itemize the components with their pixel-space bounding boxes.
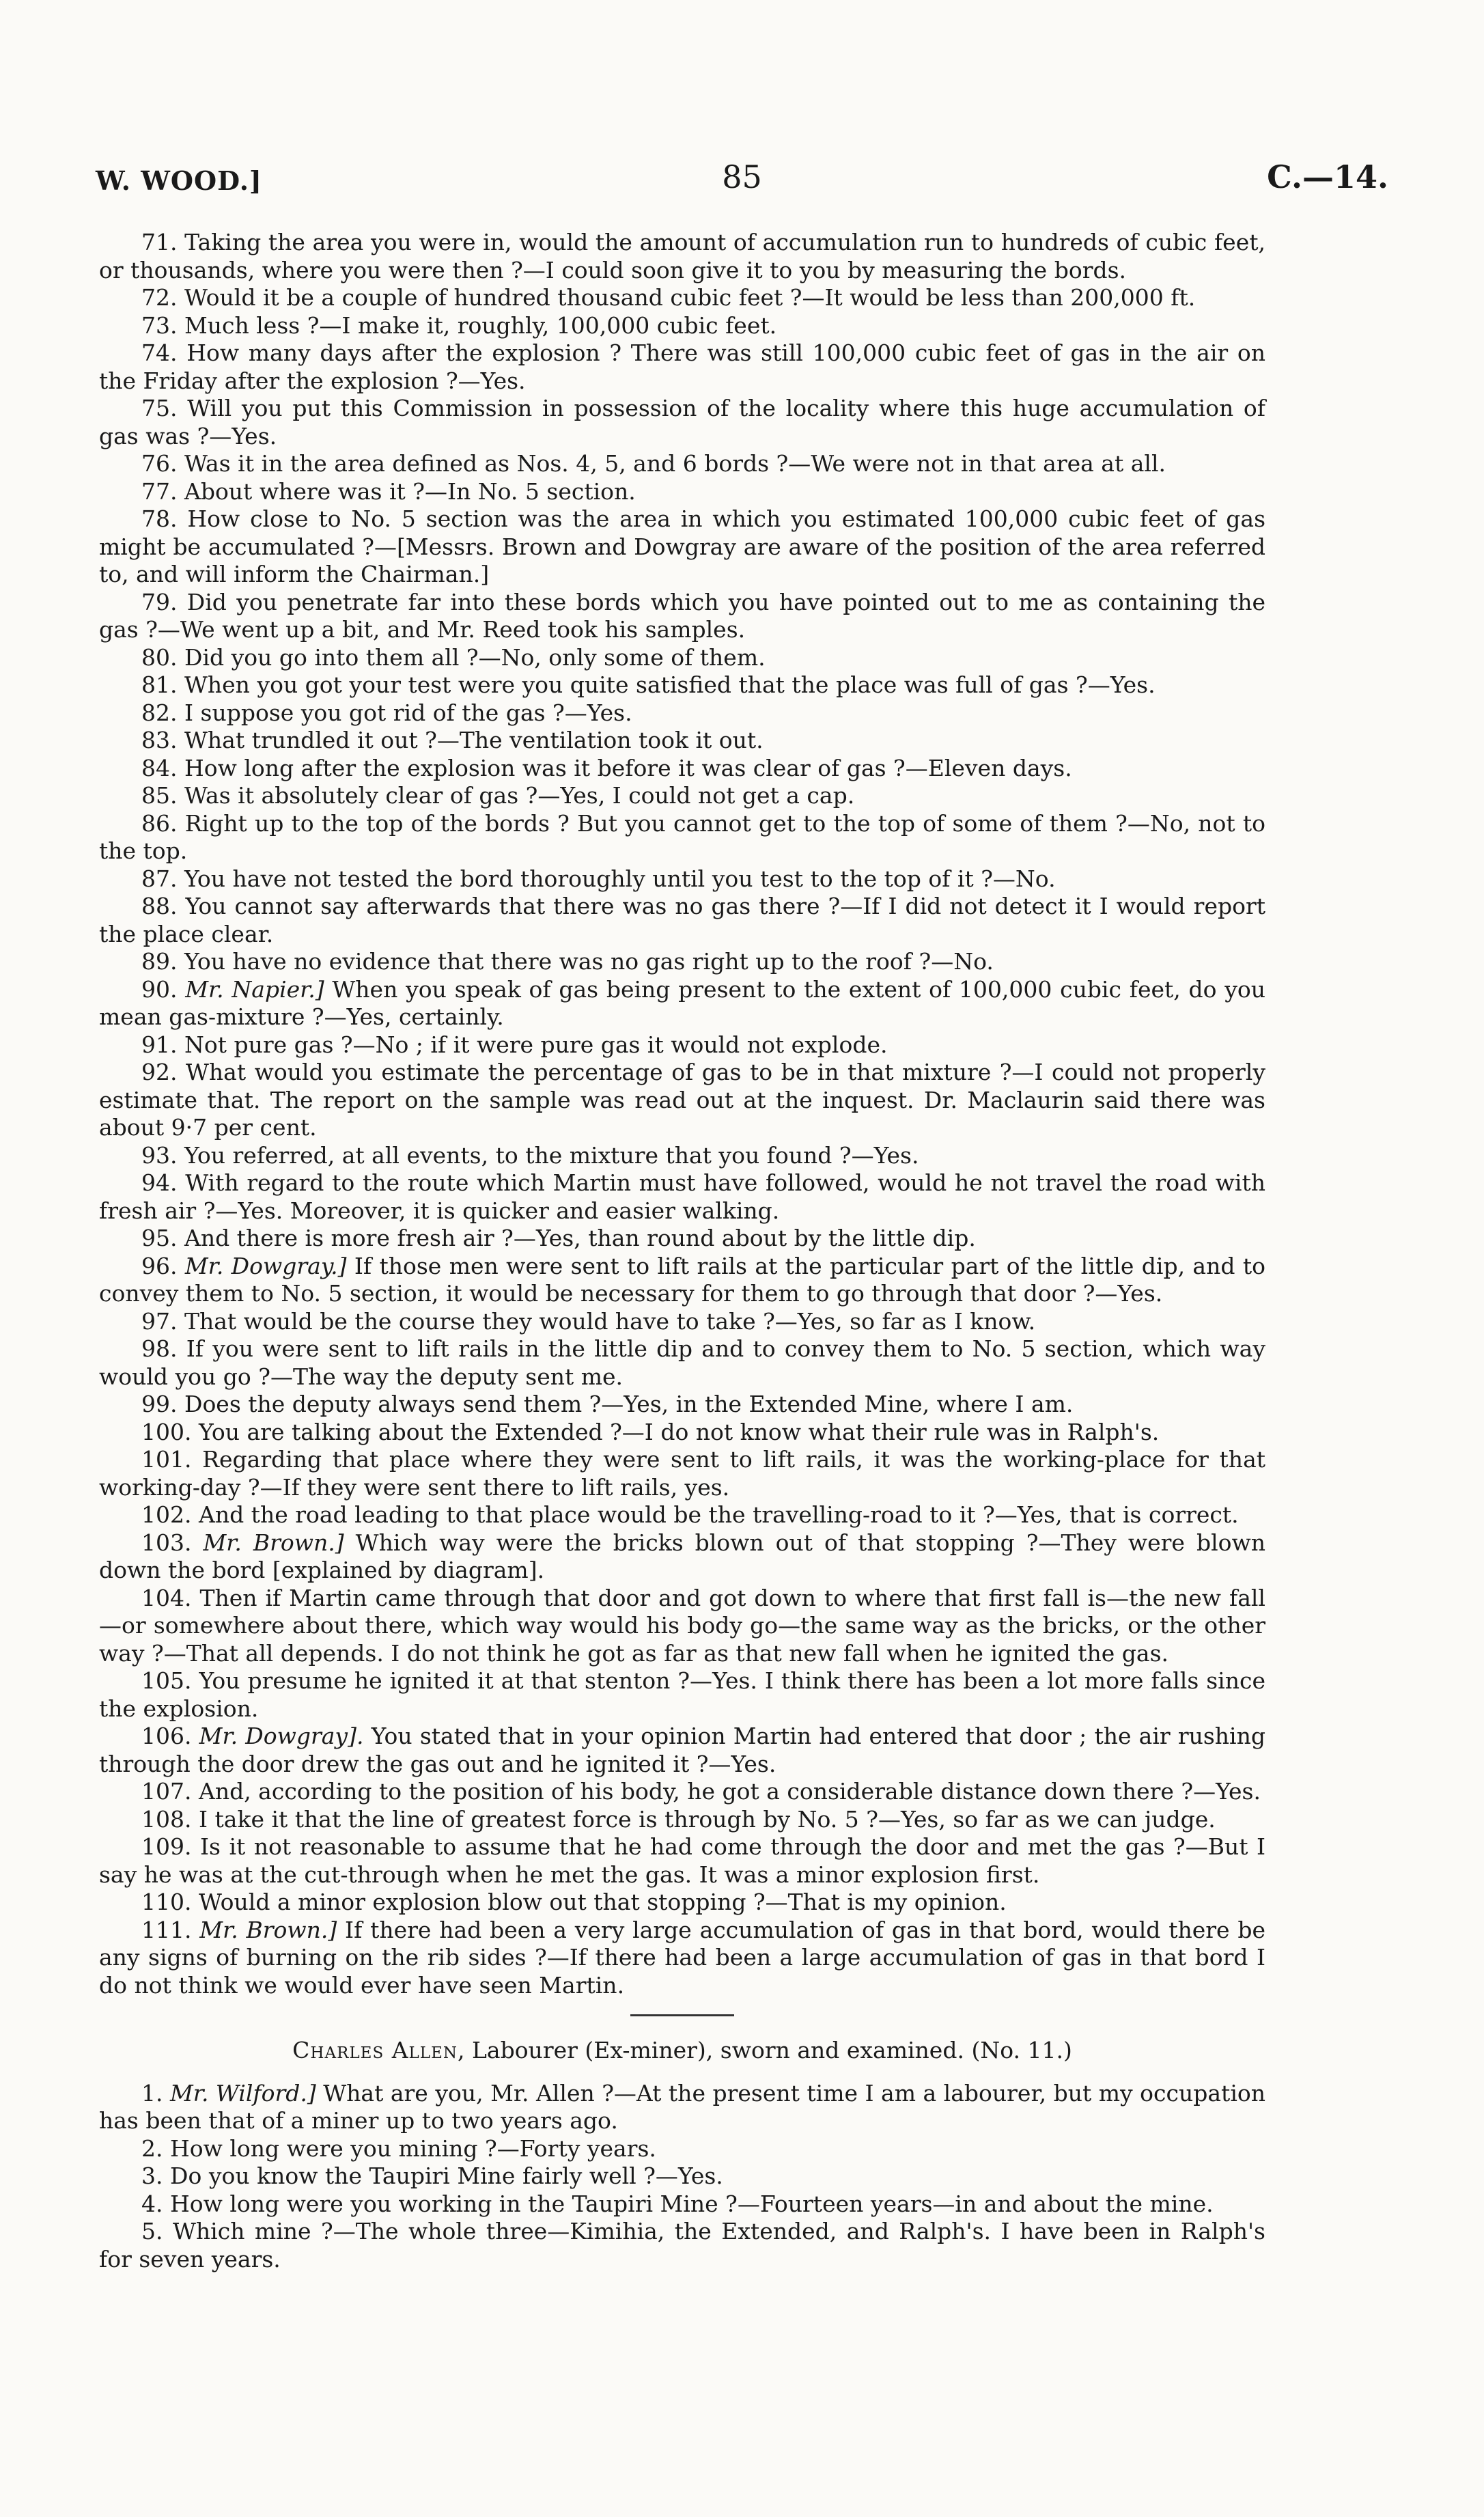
qa-text: Will you put this Commission in possession of the locality where this huge accumulation of gas was ?—Yes. <box>99 395 1265 449</box>
qa-item <box>99 1031 1265 1059</box>
qa-list <box>99 1585 1265 1723</box>
qa-item <box>99 450 1265 478</box>
qa-item <box>99 1833 1265 1889</box>
qa-text: If you were sent to lift rails in the little dip and to convey them to No. 5 section, which way would you go ?—The way the deputy sent me. <box>99 1335 1265 1390</box>
qa-text: Did you penetrate far into these bords which you have pointed out to me as containing the gas ?—We went up a bit, and Mr. Reed took his samples. <box>99 588 1265 643</box>
qa-text: How long after the explosion was it before it was clear of gas ?—Eleven days. <box>184 754 1072 781</box>
qa-text: Is it not reasonable to assume that he had come through the door and met the gas ?—But I say he was at the cut-through when he met the gas. It was a minor explosion first. <box>99 1833 1265 1888</box>
qa-item <box>99 671 1265 699</box>
qa-text: Do you know the Taupiri Mine fairly well ?—Yes. <box>170 2163 723 2189</box>
qa-text: About where was it ?—In No. 5 section. <box>184 477 636 505</box>
witness-heading: Charles Allen, Labourer (Ex-miner), sworn and examined. (No. 11.) <box>292 2037 1072 2063</box>
question-number: 108. <box>141 1805 192 1833</box>
qa-item <box>99 1391 1265 1419</box>
question-number: 98. <box>141 1335 178 1362</box>
question-number: 97. <box>141 1307 178 1335</box>
header-paper-id: C.—14. <box>1267 158 1388 195</box>
qa-item <box>99 865 1265 893</box>
qa-item <box>99 810 1265 865</box>
qa-text: And, according to the position of his body, he got a considerable distance down there ?—Yes. <box>198 1778 1261 1805</box>
speaker: Mr. Dowgray.] <box>184 1252 347 1279</box>
qa-item <box>99 505 1265 589</box>
question-number: 79. <box>141 588 178 615</box>
question-number: 5. <box>141 2218 163 2244</box>
qa-text: What would you estimate the percentage of gas to be in that mixture ?—I could not properly estimate that. The report on the sample was read out at the inquest. Dr. Maclaurin said there was about 9·7 per cent. <box>99 1059 1265 1141</box>
qa-item <box>99 1308 1265 1336</box>
qa-text: How close to No. 5 section was the area in which you estimated 100,000 cubic feet of gas might be accumulated ?—[Messrs. Brown and Dowgray are aware of the position of the area referred to, and will inform the Chairman.] <box>99 505 1266 587</box>
question-number: 81. <box>141 671 178 698</box>
qa-item <box>99 1778 1265 1806</box>
qa-item <box>99 312 1265 340</box>
question-number: 4. <box>141 2190 163 2217</box>
question-number: 101. <box>141 1446 192 1473</box>
qa-list <box>99 2135 1265 2274</box>
qa-item <box>99 229 1265 284</box>
qa-text: How long were you mining ?—Forty years. <box>170 2134 656 2162</box>
qa-text: Regarding that place where they were sent to lift rails, it was the working-place for that working-day ?—If they were sent there to lift rails, yes. <box>99 1446 1266 1501</box>
qa-text: How long were you working in the Taupiri Mine ?—Fourteen years—in and about the mine. <box>170 2190 1214 2217</box>
qa-item <box>99 1889 1265 1917</box>
qa-item <box>99 284 1265 312</box>
qa-item <box>99 1446 1265 1501</box>
qa-text: Then if Martin came through that door and got down to where that first fall is—the new fall—or somewhere about there, which way would his body go—the same way as the bricks, or the other way ?—That all depends. I do not think he got as far as that new fall when he ignited the gas. <box>99 1584 1265 1667</box>
question-number: 105. <box>141 1667 192 1694</box>
qa-text: Would it be a couple of hundred thousand cubic feet ?—It would be less than 200,000 ft. <box>184 284 1196 311</box>
question-number: 104. <box>141 1584 192 1611</box>
question-number: 75. <box>141 395 178 421</box>
qa-item <box>99 589 1265 644</box>
qa-item <box>99 1667 1265 1723</box>
qa-text: What trundled it out ?—The ventilation took it out. <box>184 727 764 753</box>
qa-text: I suppose you got rid of the gas ?—Yes. <box>184 699 632 726</box>
question-number: 72. <box>141 284 178 311</box>
qa-text: You cannot say afterwards that there was no gas there ?—If I did not detect it I would report the place clear. <box>99 893 1265 947</box>
qa-item <box>99 893 1265 948</box>
qa-text: You have not tested the bord thoroughly until you test to the top of it ?—No. <box>184 865 1056 892</box>
qa-text: And there is more fresh air ?—Yes, than round about by the little dip. <box>184 1225 976 1251</box>
qa-text: Much less ?—I make it, roughly, 100,000 cubic feet. <box>184 311 777 339</box>
qa-text: Was it in the area defined as Nos. 4, 5, and 6 bords ?—We were not in that area at all. <box>184 450 1166 477</box>
qa-text: You are talking about the Extended ?—I do not know what their rule was in Ralph's. <box>198 1418 1160 1445</box>
section-divider <box>630 2014 734 2016</box>
qa-item <box>99 2191 1265 2219</box>
qa-item: 96. Mr. Dowgray.] If those men were sent to lift rails at the particular part of the little dip, and to convey them to No. 5 section, it would be necessary for them to go through that door ?—Yes. <box>99 1252 1265 1307</box>
qa-text: That would be the course they would have to take ?—Yes, so far as I know. <box>184 1307 1036 1335</box>
qa-item <box>99 948 1265 976</box>
qa-item <box>99 1225 1265 1253</box>
question-number: 100. <box>141 1418 192 1445</box>
qa-text: I take it that the line of greatest force is through by No. 5 ?—Yes, so far as we can judge. <box>198 1805 1216 1833</box>
question-number: 77. <box>141 477 178 505</box>
qa-item <box>99 1169 1265 1225</box>
qa-item <box>99 727 1265 755</box>
speaker: Mr. Brown.] <box>199 1916 337 1943</box>
speaker: Mr. Dowgray]. <box>199 1723 364 1749</box>
question-number: 73. <box>141 311 178 339</box>
question-number: 74. <box>141 339 178 366</box>
question-number: 76. <box>141 450 178 477</box>
qa-item <box>99 2163 1265 2191</box>
qa-text: You have no evidence that there was no gas right up to the roof ?—No. <box>184 948 994 975</box>
qa-list <box>99 1778 1265 1917</box>
question-number: 99. <box>141 1391 178 1417</box>
qa-text: Would a minor explosion blow out that stopping ?—That is my opinion. <box>198 1889 1007 1915</box>
qa-list <box>99 1308 1265 1529</box>
question-number: 102. <box>141 1501 192 1528</box>
question-number: 88. <box>141 893 178 919</box>
question-number: 71. <box>141 229 178 255</box>
qa-item: 1. Mr. Wilford.] What are you, Mr. Allen ?—At the present time I am a labourer, but my occupation has been that of a miner up to two years ago. <box>99 2079 1265 2134</box>
qa-item: 106. Mr. Dowgray]. You stated that in your opinion Martin had entered that door ; the air rushing through the door drew the gas out and he ignited it ?—Yes. <box>99 1723 1265 1777</box>
qa-item: 111. Mr. Brown.] If there had been a very large accumulation of gas in that bord, would there be any signs of burning on the rib sides ?—If there had been a large accumulation of gas in that bord I do not think we would ever have seen Martin. <box>99 1916 1265 1999</box>
qa-text: Right up to the top of the bords ? But you cannot get to the top of some of them ?—No, not to the top. <box>99 809 1265 864</box>
qa-item <box>99 395 1265 450</box>
qa-item: 103. Mr. Brown.] Which way were the bricks blown out of that stopping ?—They were blown down the bord [explained by diagram]. <box>99 1529 1265 1583</box>
qa-list <box>99 1031 1265 1253</box>
question-number: 95. <box>141 1225 178 1251</box>
qa-item <box>99 2218 1265 2273</box>
qa-text: How many days after the explosion ? There was still 100,000 cubic feet of gas in the air on the Friday after the explosion ?—Yes. <box>99 339 1265 394</box>
qa-item: 90. Mr. Napier.] When you speak of gas being present to the extent of 100,000 cubic feet, do you mean gas-mixture ?—Yes, certainly. <box>99 975 1265 1030</box>
speaker: Mr. Wilford.] <box>170 2079 316 2106</box>
qa-text: With regard to the route which Martin must have followed, would he not travel the road with fresh air ?—Yes. Moreover, it is quicker and easier walking. <box>99 1169 1265 1224</box>
speaker: Mr. Napier.] <box>185 975 324 1003</box>
qa-text: Which mine ?—The whole three—Kimihia, the Extended, and Ralph's. I have been in Ralph's for seven years. <box>99 2218 1265 2272</box>
speaker: Mr. Brown.] <box>203 1529 344 1556</box>
qa-item <box>99 1585 1265 1668</box>
question-number: 82. <box>141 699 178 726</box>
qa-item <box>99 1142 1265 1170</box>
document-body <box>99 229 1265 2273</box>
question-number: 92. <box>141 1059 178 1085</box>
qa-item <box>99 339 1265 395</box>
question-number: 86. <box>141 809 178 837</box>
question-number: 87. <box>141 865 178 892</box>
question-number: 107. <box>141 1778 192 1805</box>
qa-text: And the road leading to that place would be the travelling-road to it ?—Yes, that is correct. <box>198 1501 1239 1528</box>
question-number: 94. <box>141 1169 178 1196</box>
qa-text: Does the deputy always send them ?—Yes, in the Extended Mine, where I am. <box>184 1391 1074 1417</box>
question-number: 2. <box>141 2134 163 2162</box>
qa-item <box>99 1419 1265 1447</box>
qa-item <box>99 644 1265 672</box>
question-number: 91. <box>141 1031 178 1058</box>
qa-item <box>99 1501 1265 1529</box>
qa-list <box>99 229 1265 976</box>
question-number: 3. <box>141 2163 163 2189</box>
question-number: 83. <box>141 727 178 753</box>
question-number: 110. <box>141 1889 192 1915</box>
question-number: 89. <box>141 948 178 975</box>
qa-text: Did you go into them all ?—No, only some of them. <box>184 643 766 671</box>
witness-name: Charles Allen <box>292 2037 458 2063</box>
qa-text: When you got your test were you quite satisfied that the place was full of gas ?—Yes. <box>184 671 1156 698</box>
page-number: 85 <box>722 158 762 195</box>
qa-item <box>99 782 1265 810</box>
qa-text: You presume he ignited it at that stenton ?—Yes. I think there has been a lot more falls since the explosion. <box>99 1667 1265 1722</box>
question-number: 93. <box>141 1141 178 1169</box>
question-number: 109. <box>141 1833 192 1860</box>
qa-item <box>99 1059 1265 1142</box>
qa-item <box>99 1806 1265 1834</box>
question-number: 80. <box>141 643 178 671</box>
qa-text: You referred, at all events, to the mixture that you found ?—Yes. <box>184 1141 919 1169</box>
qa-item <box>99 2135 1265 2163</box>
qa-text: Taking the area you were in, would the amount of accumulation run to hundreds of cubic feet, or thousands, where you were then ?—I could soon give it to you by measuring the bords. <box>99 229 1265 283</box>
qa-item <box>99 755 1265 783</box>
qa-item <box>99 478 1265 506</box>
page-header <box>96 158 1388 199</box>
question-number: 84. <box>141 754 178 781</box>
qa-text: Was it absolutely clear of gas ?—Yes, I could not get a cap. <box>184 782 855 809</box>
question-number: 85. <box>141 782 178 809</box>
qa-text: Not pure gas ?—No ; if it were pure gas it would not explode. <box>184 1031 888 1058</box>
header-witness: W. WOOD.] <box>96 165 262 196</box>
qa-item <box>99 1335 1265 1391</box>
qa-item <box>99 699 1265 727</box>
question-number: 78. <box>141 505 178 532</box>
